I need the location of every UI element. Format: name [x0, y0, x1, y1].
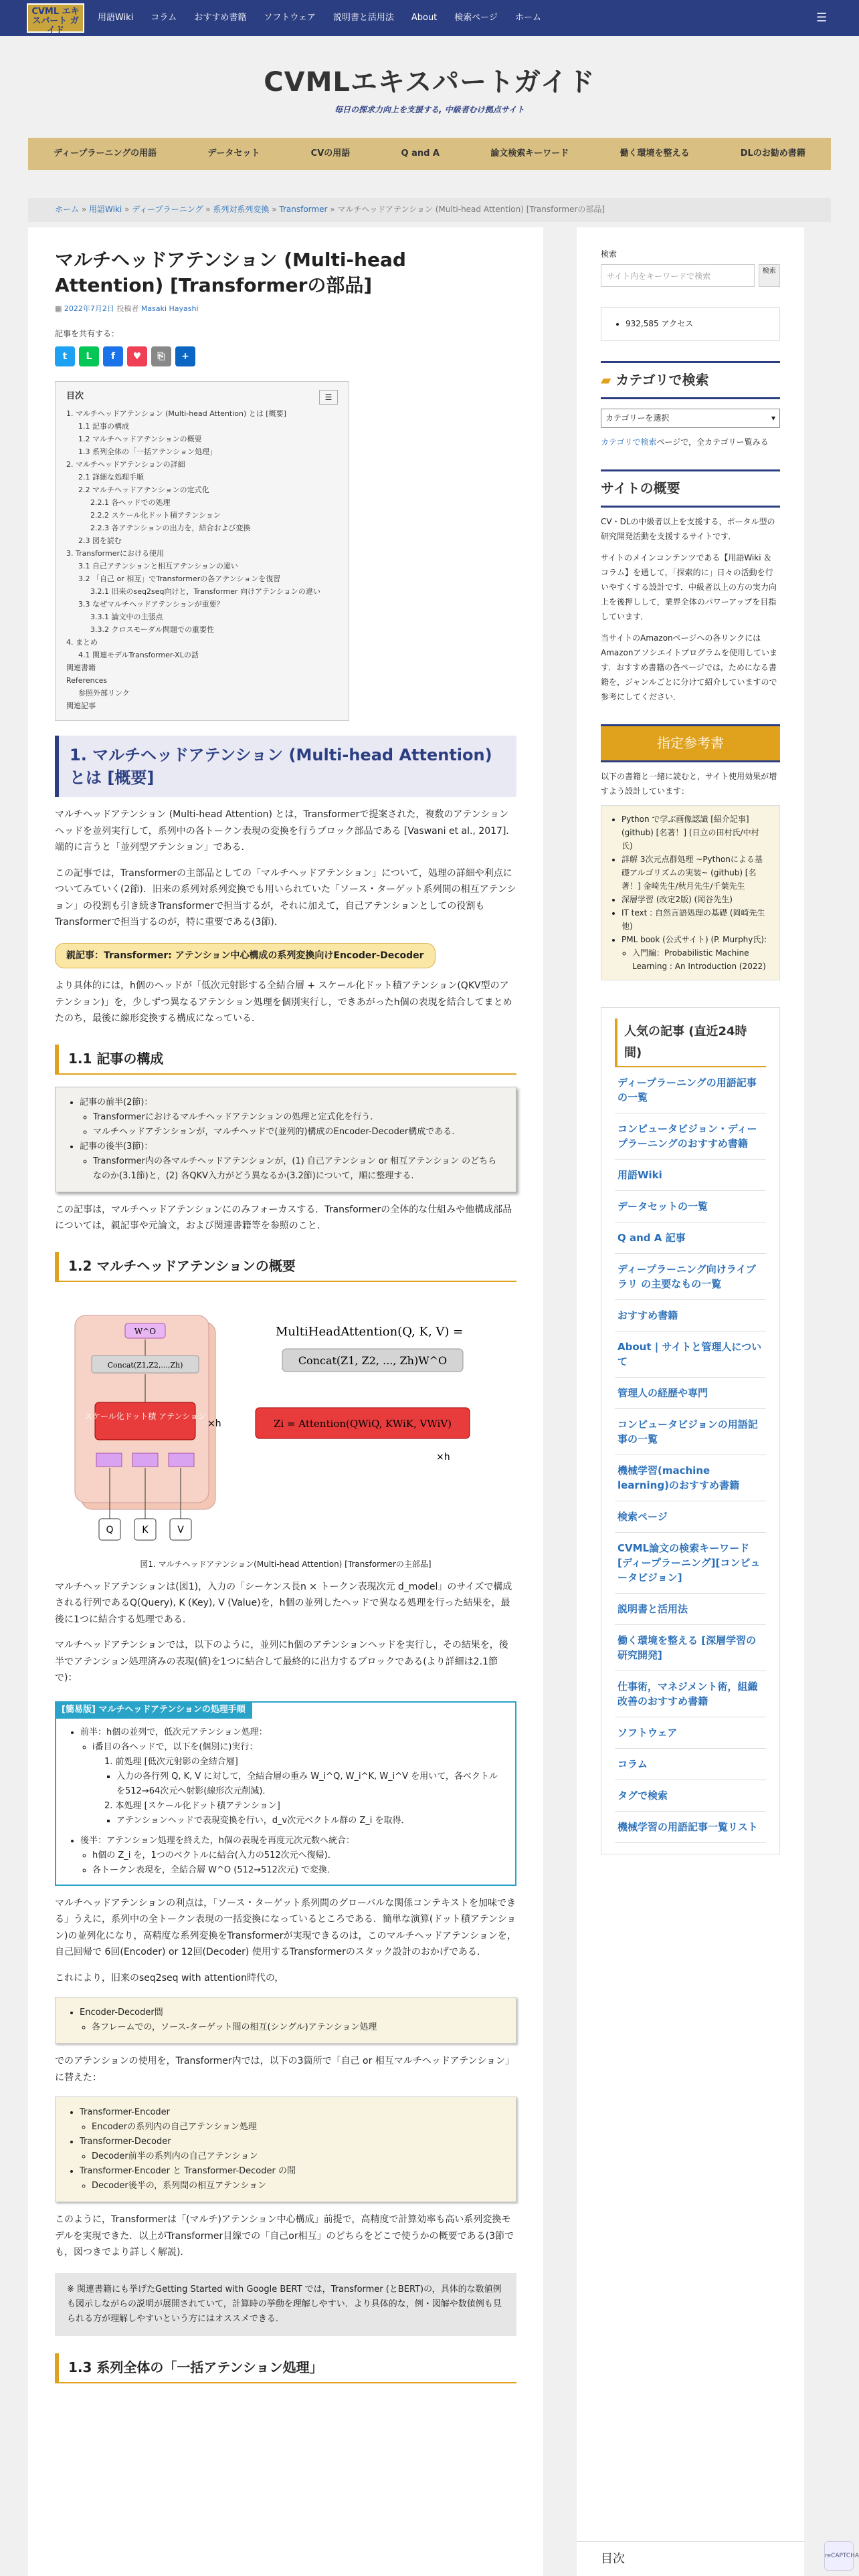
main-content [28, 227, 543, 2576]
sdpa-label: スケール化ドット積 アテンション [84, 1411, 206, 1421]
procedure-title: [簡易版] マルチヘッドアテンションの処理手順 [55, 1701, 252, 1719]
category-heading: ▰ カテゴリで検索 [601, 361, 780, 399]
paragraph: より具体的には，h個のヘッドが「低次元射影する全結合層 + スケール化ドット積アテンション(QKV型のアテンション)」を，少しずつ異なるアテンション処理を個別実行し，できあがったh個の表現を結合してまとめたのち，最後に線形変換する構成になっている． [55, 980, 512, 1025]
toc-item[interactable]: 3.3.1 論文中の主張点 [90, 613, 163, 622]
table-of-contents [55, 381, 349, 721]
access-count: • 932,585 アクセス [626, 317, 766, 331]
site-logo[interactable]: CVML エキスパート ガイド [27, 3, 84, 33]
toc-item[interactable]: 2.1 詳細な処理手順 [78, 473, 144, 482]
toc-toggle-icon[interactable]: ☰ [319, 390, 338, 405]
popular-item[interactable]: ディープラーニングの用語記事の一覧 [615, 1067, 766, 1113]
top-nav [98, 11, 541, 26]
facebook-icon[interactable]: f [103, 346, 123, 366]
times-h-label: ×h [207, 1418, 221, 1429]
wv-box [169, 1453, 194, 1467]
popular-list [615, 1067, 766, 1843]
formula-2: Concat(Z1, Z2, ..., Zh)W^O [298, 1354, 448, 1367]
site-title[interactable]: CVMLエキスパートガイド [264, 67, 595, 98]
toc-item[interactable]: 1. マルチヘッドアテンション (Multi-head Attention) とは [概要] [66, 409, 286, 419]
search-form [601, 264, 780, 287]
concat-label: Concat(Z1,Z2,...,Zh) [107, 1360, 183, 1370]
access-counter [601, 307, 780, 341]
toc-title: 目次 [66, 391, 84, 402]
list-item: • 記事の前半(2節)： [80, 1095, 505, 1110]
list-item: • 前半：h個の並列で，低次元アテンション処理： [80, 1725, 503, 1740]
toc-item[interactable]: 2.2.3 各アテンションの出力を，結合および変換 [90, 524, 251, 533]
popular-item[interactable]: CVML論文の検索キーワード [ディープラーニング][コンピュータビジョン] [615, 1533, 766, 1594]
reference-item[interactable]: • Python で学ぶ画像認識 [紹介記事] (github) [名著！] (日立の田村氏/中村氏) [622, 813, 770, 853]
transformer-attention-box [55, 2097, 516, 2202]
cat-books[interactable]: DLのお勧め書籍 [740, 148, 805, 158]
list-item: • Transformer-Encoder と Transformer-Decoder の間 [80, 2164, 505, 2179]
page-title: マルチヘッドアテンション (Multi-head Attention) [Transformerの部品] [55, 249, 406, 296]
popular-heading: 人気の記事 (直近24時間) [615, 1018, 766, 1067]
wo-label: W^O [134, 1326, 157, 1336]
list-item: ▪ アテンションヘッドで表現変換を行い，d_v次元ベクトル群の Z_i を取得． [116, 1814, 503, 1828]
popular-item[interactable]: 管理人の経歴や専門 [615, 1378, 766, 1409]
list-item: ◦ 各フレームでの，ソース-ターゲット間の相互(シングル)アテンション処理 [92, 2020, 505, 2035]
menu-icon[interactable]: ☰ [816, 11, 828, 25]
category-icon: ▰ [601, 372, 611, 388]
popular-item[interactable]: 検索ページ [615, 1501, 766, 1533]
list-item: • Transformer-Encoder [80, 2105, 505, 2120]
crumb-home[interactable]: ホーム [55, 205, 80, 214]
toc-item[interactable]: 2.2.2 スケール化ドット積アテンション [90, 511, 221, 520]
cat-keywords[interactable]: 論文検索キーワード [490, 148, 569, 158]
toc-item[interactable]: 3.3.2 クロスモーダル問題での重要性 [90, 625, 215, 635]
category-text: カテゴリで検索ページで，全カテゴリー覧みる [601, 437, 769, 447]
popular-item[interactable]: ソフトウェア [615, 1717, 766, 1749]
figure-caption: 図1. マルチヘッドアテンション(Multi-head Attention) [Transformerの主部品] [140, 1560, 432, 1570]
toc-list [66, 407, 338, 712]
reference-item[interactable]: • 深層学習 (改定2版) (岡谷先生) [622, 893, 770, 906]
list-item: ◦ Decoder前半の系列内の自己アテンション [92, 2149, 505, 2164]
section-heading-1: 1. マルチヘッドアテンション (Multi-head Attention) とは [概要] [55, 736, 516, 797]
list-item: ◦ i番目の各ヘッドで，以下を(個別に)実行： [92, 1740, 503, 1755]
by-label: 投稿者 [116, 304, 139, 313]
cat-cv-terms[interactable]: CVの用語 [310, 148, 351, 158]
toc-item[interactable]: 1.2 マルチヘッドアテンションの概要 [78, 435, 202, 444]
list-item: ◦ h個の Z_i を，1つのベクトルに結合(入力の512次元へ復帰)． [92, 1848, 503, 1863]
search-button[interactable]: 検索 [759, 264, 780, 287]
popular-item[interactable]: Q and A 記事 [615, 1222, 766, 1254]
section-heading-1-3: 1.3 系列全体の「一括アテンション処理」 [55, 2353, 516, 2383]
section-heading-1-1: 1.1 記事の構成 [55, 1045, 516, 1075]
list-item: • Transformer-Decoder [80, 2135, 505, 2149]
paragraph: これにより，旧来のseq2seq with attention時代の， [55, 1972, 284, 1983]
paragraph: でのアテンションの使用を，Transformer内では，以下の3箇所で「自己 or 相互マルチヘッドアテンション」に替えた： [55, 2056, 515, 2083]
site-subtitle: 毎日の探求力向上を支援する, 中級者むけ拠点サイト [335, 105, 524, 114]
figure-1 [55, 1295, 516, 1570]
popular-item[interactable]: コンピュータビジョン・ディープラーニングのおすすめ書籍 [615, 1113, 766, 1160]
toc-item[interactable]: 参照外部リンク [78, 689, 130, 698]
list-item: • 記事の後半(3節)： [80, 1140, 505, 1154]
crumb-dl[interactable]: ディープラーニング [132, 205, 203, 214]
list-item: 2. 本処理 [スケール化ドット積アテンション] [104, 1800, 280, 1811]
toc-item[interactable]: 3.2.1 旧来のseq2seq向けと，Transformer 向けアテンションの違い [90, 587, 320, 597]
nav-home[interactable]: ホーム [515, 12, 542, 23]
popular-item[interactable]: 説明書と活用法 [615, 1594, 766, 1625]
pocket-icon[interactable]: ♥ [127, 346, 147, 366]
nav-software[interactable]: ソフトウェア [264, 12, 316, 23]
popular-item[interactable]: 働く環境を整える [深層学習の研究開発] [615, 1625, 766, 1671]
list-item: ◦ Transformerにおけるマルチヘッドアテンションの処理と定式化を行う. [93, 1110, 505, 1125]
procedure-box [55, 1701, 516, 1886]
share-buttons [55, 346, 516, 366]
site-header [0, 36, 859, 136]
nav-about[interactable]: About [411, 12, 438, 23]
toc-item[interactable]: 関連記事 [66, 702, 96, 711]
search-label: 検索 [601, 249, 617, 259]
toc-item[interactable]: References [66, 676, 108, 685]
popular-item[interactable]: 機械学習(machine learning)のおすすめ書籍 [615, 1455, 766, 1501]
nav-books[interactable]: おすすめ書籍 [194, 12, 247, 23]
toc-item[interactable]: 3.1 自己アテンションと相互アテンションの違い [78, 562, 238, 571]
chevron-down-icon: ▾ [771, 413, 775, 423]
list-item: 1. 前処理 [低次元射影の全結合層] [104, 1756, 238, 1767]
list-item: ◦ Transformer内の各マルチヘッドアテンションが，(1) 自己アテンション or 相互アテンション のどちらなのか(3.1節)と，(2) 各QKV入力がどう異なるか(3.2節)について，順に整理する. [93, 1154, 505, 1184]
share-icon[interactable]: + [175, 346, 195, 366]
paragraph: この記事は，マルチヘッドアテンションにのみフォーカスする．Transformerの全体的な仕組みや他構成部品については，親記事や元論文，および関連書籍等を参照のこと． [55, 1204, 512, 1232]
category-link[interactable]: カテゴリで検索 [601, 437, 657, 447]
section-heading-1-2: 1.2 マルチヘッドアテンションの概要 [55, 1252, 516, 1282]
reference-text: 以下の書籍と一緒に読むと，サイト使用効果が増すよう設計しています： [601, 772, 777, 796]
sidebar-toc [577, 2541, 804, 2576]
list-item: ◦ Decoder後半の，系列間の相互アテンション [92, 2179, 505, 2193]
cat-dl-terms[interactable]: ディープラーニングの用語 [54, 148, 157, 158]
calendar-icon: ▦ [55, 304, 62, 313]
toc-item[interactable]: 関連書籍 [66, 663, 96, 673]
paragraph: マルチヘッドアテンションでは，以下のように，並列にh個のアテンションヘッドを実行し，その結果を，後半でアテンション処理済みの表現(値)を1つに結合して最終的に出力するブロックである(より詳細は2.1節で)： [55, 1640, 508, 1684]
recaptcha-badge[interactable]: reCAPTCHA [824, 2541, 854, 2571]
popular-item[interactable]: タグで検索 [615, 1780, 766, 1812]
v-label: V [177, 1524, 184, 1535]
search-input[interactable]: サイト内をキーワードで検索 [601, 264, 755, 287]
toc-item[interactable]: 4.1 関連モデルTransformer-XLの話 [78, 651, 199, 660]
structure-box [55, 1087, 516, 1192]
category-nav [28, 138, 831, 170]
toc-item[interactable]: 3.3 なぜマルチヘッドアテンションが重要？ [78, 600, 224, 609]
popular-item[interactable]: 用語Wiki [615, 1160, 766, 1191]
post-meta [55, 302, 516, 315]
multihead-diagram [55, 1295, 516, 1549]
toc-item[interactable]: 1.3 系列全体の「一括アテンション処理」 [78, 447, 217, 457]
reference-list [601, 805, 780, 980]
list-item: • Encoder-Decoder間 [80, 2006, 505, 2020]
toc-item[interactable]: 2. マルチヘッドアテンションの詳細 [66, 460, 185, 469]
author-link[interactable]: Masaki Hayashi [140, 304, 199, 313]
line-icon[interactable]: L [79, 346, 99, 366]
breadcrumb: ホーム » 用語Wiki » ディープラーニング » 系列対系列変換 » Transformer » マルチヘッドアテンション (Multi-head Attention) [Transformerの部品] [28, 198, 831, 222]
k-label: K [142, 1524, 149, 1535]
book-note: ※ 関連書籍にも挙げたGetting Started with Google BERT では，Transformer (とBERT)の，具体的な数値例も図示しながらの説明が展開されていて，計算時の挙動を理解しやすい．より具体的な，例・図解や数値例も見られる方が理解しやすいという方にはオススメできる． [55, 2273, 516, 2336]
reference-heading: 指定参考書 [601, 724, 780, 762]
list-item: ▪ 入力の各行列 Q, K, V に対して，全結合層の重み W_i^Q, W_i^K, W_i^V を用いて，各ベクトルを512→64次元へ射影(線形次元削減)． [116, 1769, 503, 1799]
about-text-2: サイトのメインコンテンツである【用語Wiki ＆ コラム】を通して，「探索的に」日々の活動を行いやすくする設計です．中級者以上の方の実力向上を後押しして，業界全体のパワーアップを目指しています． [601, 553, 777, 621]
toc-item[interactable]: 4. まとめ [66, 638, 98, 647]
nav-guide[interactable]: 説明書と活用法 [332, 12, 394, 23]
nav-column[interactable]: コラム [151, 12, 177, 23]
link-icon[interactable]: ⎘ [151, 346, 171, 366]
post-date[interactable]: 2022年7月2日 [64, 304, 114, 313]
category-select[interactable]: カテゴリーを選択 ▾ [601, 409, 780, 428]
paragraph: マルチヘッドアテンションの利点は，「ソース・ターゲット系列間のグローバルな関係コンテキストを加味できる」うえに，系列中の全トークン表現の一括変換になっているところである．簡単な演算(ドット積アテンション)の並列化になり，高精度な系列変換をTransformerが実現できるのは，このマルチヘッドアテンションを，自己回帰で 6回(Encoder) or 12回(Decoder) 使用するTransformerのスタック設計のおかげである． [55, 1897, 516, 1958]
paragraph: マルチヘッドアテンション (Multi-head Attention) とは，Transformerで提案された，複数のアテンションヘッドを並列実行して，系列中の各トークン表現の変換を行うブロック部品である [Vaswani et al., 2017]．端的に言うと「並列型アテンション」である． [55, 809, 516, 853]
toc-item[interactable]: 1.1 記事の構成 [78, 422, 129, 431]
sidebar-toc-title: 目次 [601, 2552, 625, 2566]
wq-box [96, 1453, 122, 1467]
toc-item[interactable]: 2.3 図を読む [78, 536, 122, 546]
about-heading: サイトの概要 [601, 469, 780, 508]
popular-item[interactable]: About | サイトと管理人について [615, 1331, 766, 1378]
list-item: ◦ マルチヘッドアテンションが，マルチヘッドで(並列的)構成のEncoder-Decoder構成である. [93, 1125, 505, 1140]
toc-item[interactable]: 2.2 マルチヘッドアテンションの定式化 [78, 486, 209, 495]
cat-qa[interactable]: Q and A [401, 148, 440, 158]
popular-item[interactable]: おすすめ書籍 [615, 1300, 766, 1331]
popular-item[interactable]: ディープラーニング向けライブラリ の主要なもの一覧 [615, 1254, 766, 1300]
top-bar [0, 0, 859, 36]
formula-3: Zi = Attention(QWiQ, KWiK, VWiV) [273, 1417, 452, 1430]
about-text-3: 当サイトのAmazonページへの各リンクにはAmazonアソシエイトプログラムを使用しています．おすすめ書籍の各ページでは，ためになる書籍を，ジャンルごとに分けて紹介していますので参考にしてください． [601, 633, 778, 702]
crumb-transformer[interactable]: Transformer [279, 205, 328, 214]
sidebar [577, 227, 804, 2576]
nav-wiki[interactable]: 用語Wiki [98, 12, 134, 23]
cat-dataset[interactable]: データセット [207, 148, 260, 158]
toc-item[interactable]: 2.2.1 各ヘッドでの処理 [90, 498, 171, 508]
popular-item[interactable]: 機械学習の用語記事一覧リスト [615, 1812, 766, 1843]
crumb-current: マルチヘッドアテンション (Multi-head Attention) [Transformerの部品] [337, 205, 605, 214]
reference-item[interactable]: • PML book (公式サイト) (P. Murphy氏): [622, 933, 770, 946]
reference-item[interactable]: • 詳解 3次元点群処理 ~Pythonによる基礎アルゴリズムの実装~ (github) [名著！] 金崎先生/秋月先生/千葉先生 [622, 853, 770, 893]
times-h-label-2: ×h [436, 1451, 450, 1463]
list-item: ◦ 各トークン表現を，全結合層 W^O (512→512次元) で変換． [92, 1863, 503, 1878]
paragraph: マルチヘッドアテンションは(図1)，入力の「シーケンス長n × トークン表現次元 d_model」のサイズで構成される行列であるQ(Query), K (Key), V (Value)を，h個の並列したヘッドで異なる処理を行った結果を，最後に1つに結合する処理である． [55, 1581, 512, 1625]
crumb-wiki[interactable]: 用語Wiki [89, 205, 122, 214]
popular-item[interactable]: コラム [615, 1749, 766, 1780]
list-item: ◦ Encoderの系列内の自己アテンション処理 [92, 2120, 505, 2135]
crumb-seq[interactable]: 系列対系列変換 [213, 205, 270, 214]
paragraph: このように，Transformerは「(マルチ)アテンション中心構成」前提で，高精度で計算効率も高い系列変換モデルを実現できた．以上がTransformer目線での「自己or相互」のどちらをどこで使うかの概要である(3節でも，図つきでより詳しく解説)． [55, 2214, 514, 2258]
paragraph: この記事では，Transformerの主部品としての「マルチヘッドアテンション」について，処理の詳細や利点についてみていく(2節)．旧来の系列対系列変換でも用いられていた「ソース・ターゲット系列間の相互アテンション」の役割も引き続きTransformerで担当するが，それに加えて，自己アテンションとしての役割もTransformerで担当するのが，特に重要である(3節)． [55, 867, 516, 928]
popular-item[interactable]: データセットの一覧 [615, 1191, 766, 1222]
reference-item[interactable]: • IT text : 自然言語処理の基礎 (岡崎先生 他) [622, 906, 770, 933]
share-label: 記事を共有する： [55, 329, 120, 339]
popular-posts [601, 1007, 780, 1854]
cat-env[interactable]: 働く環境を整える [619, 148, 690, 158]
seq2seq-box [55, 1997, 516, 2044]
q-label: Q [106, 1524, 114, 1535]
formula-1: MultiHeadAttention(Q, K, V) = [276, 1324, 464, 1339]
about-text-1: CV・DLの中級者以上を支援する，ポータル型の研究開発活動を支援するサイトです． [601, 517, 775, 541]
toc-item[interactable]: 3. Transformerにおける使用 [66, 549, 164, 558]
toc-item[interactable]: 3.2 「自己 or 相互」でTransformerの各アテンションを復習 [78, 574, 281, 584]
popular-item[interactable]: 仕事術，マネジメント術，組織改善のおすすめ書籍 [615, 1671, 766, 1717]
popular-item[interactable]: コンピュータビジョンの用語記事の一覧 [615, 1409, 766, 1455]
sdpa-box [95, 1402, 195, 1440]
list-item: • 後半：アテンション処理を終えた，h個の表現を再度元次元数へ統合： [80, 1834, 503, 1848]
reference-item[interactable]: ◦ 入門編：Probabilistic Machine Learning : An Introduction (2022) [632, 946, 770, 973]
nav-search[interactable]: 検索ページ [454, 12, 498, 23]
twitter-icon[interactable]: t [55, 346, 75, 366]
parent-article-link[interactable]: 親記事：Transformer: アテンション中心構成の系列変換向けEncoder-Decoder [55, 943, 436, 969]
wk-box [132, 1453, 158, 1467]
